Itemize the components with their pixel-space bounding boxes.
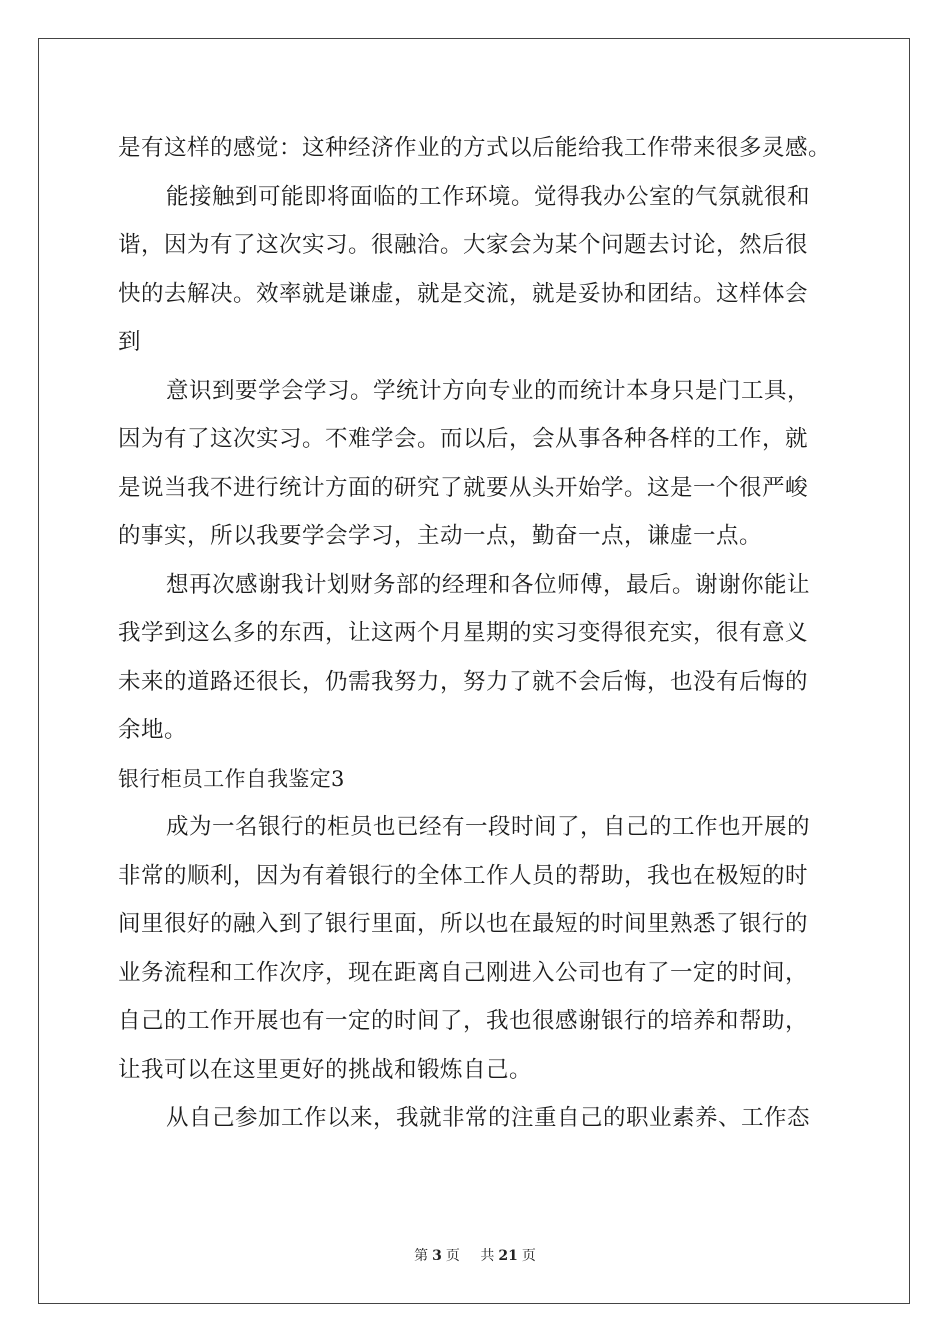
- text-line: 是说当我不进行统计方面的研究了就要从头开始学。这是一个很严峻: [118, 474, 809, 501]
- text-line: 自己的工作开展也有一定的时间了，我也很感谢银行的培养和帮助，: [118, 1008, 809, 1034]
- text-line: 因为有了这次实习。不难学会。而以后，会从事各种各样的工作，就: [118, 426, 809, 452]
- text-line: 的事实，所以我要学会学习，主动一点，勤奋一点，谦虚一点。: [118, 523, 763, 549]
- total-indicator: [476, 1248, 539, 1264]
- text-line: 到: [118, 329, 142, 355]
- section-heading: 银行柜员工作自我鉴定3: [118, 766, 345, 791]
- text-line: 我学到这么多的东西，让这两个月星期的实习变得很充实，很有意义: [118, 620, 809, 646]
- text-line: 让我可以在这里更好的挑战和锻炼自己。: [118, 1056, 533, 1083]
- text-line: 间里很好的融入到了银行里面，所以也在最短的时间里熟悉了银行的: [118, 911, 809, 937]
- paragraph-start: 成为一名银行的柜员也已经有一段时间了，自己的工作也开展的: [166, 814, 811, 840]
- page-number: 3: [432, 1248, 442, 1264]
- paragraph-start: 从自己参加工作以来，我就非常的注重自己的职业素养、工作态: [166, 1105, 811, 1131]
- page-footer: [0, 1245, 950, 1265]
- text-line: 是有这样的感觉：这种经济作业的方式以后能给我工作带来很多灵感。: [118, 135, 832, 161]
- page-suffix: 页: [445, 1248, 460, 1264]
- text-line: 业务流程和工作次序，现在距离自己刚进入公司也有了一定的时间，: [118, 959, 809, 986]
- total-suffix: 页: [521, 1248, 536, 1264]
- paragraph-start: 想再次感谢我计划财务部的经理和各位师傅，最后。谢谢你能让: [166, 571, 811, 598]
- text-line: 非常的顺利，因为有着银行的全体工作人员的帮助，我也在极短的时: [118, 862, 809, 889]
- document-body: [118, 124, 838, 1143]
- page-indicator: [410, 1248, 464, 1264]
- text-line: 余地。: [118, 717, 188, 743]
- paragraph-start: 能接触到可能即将面临的工作环境。觉得我办公室的气氛就很和: [166, 183, 811, 210]
- text-line: 快的去解决。效率就是谦虚，就是交流，就是妥协和团结。这样体会: [118, 280, 809, 307]
- text-line: 未来的道路还很长，仍需我努力，努力了就不会后悔，也没有后悔的: [118, 668, 809, 695]
- total-prefix: 共: [480, 1248, 495, 1264]
- total-pages: 21: [498, 1248, 518, 1264]
- text-line: 谐，因为有了这次实习。很融洽。大家会为某个问题去讨论，然后很: [118, 232, 809, 258]
- paragraph-start: 意识到要学会学习。学统计方向专业的而统计本身只是门工具，: [166, 377, 811, 404]
- page-prefix: 第: [414, 1248, 429, 1264]
